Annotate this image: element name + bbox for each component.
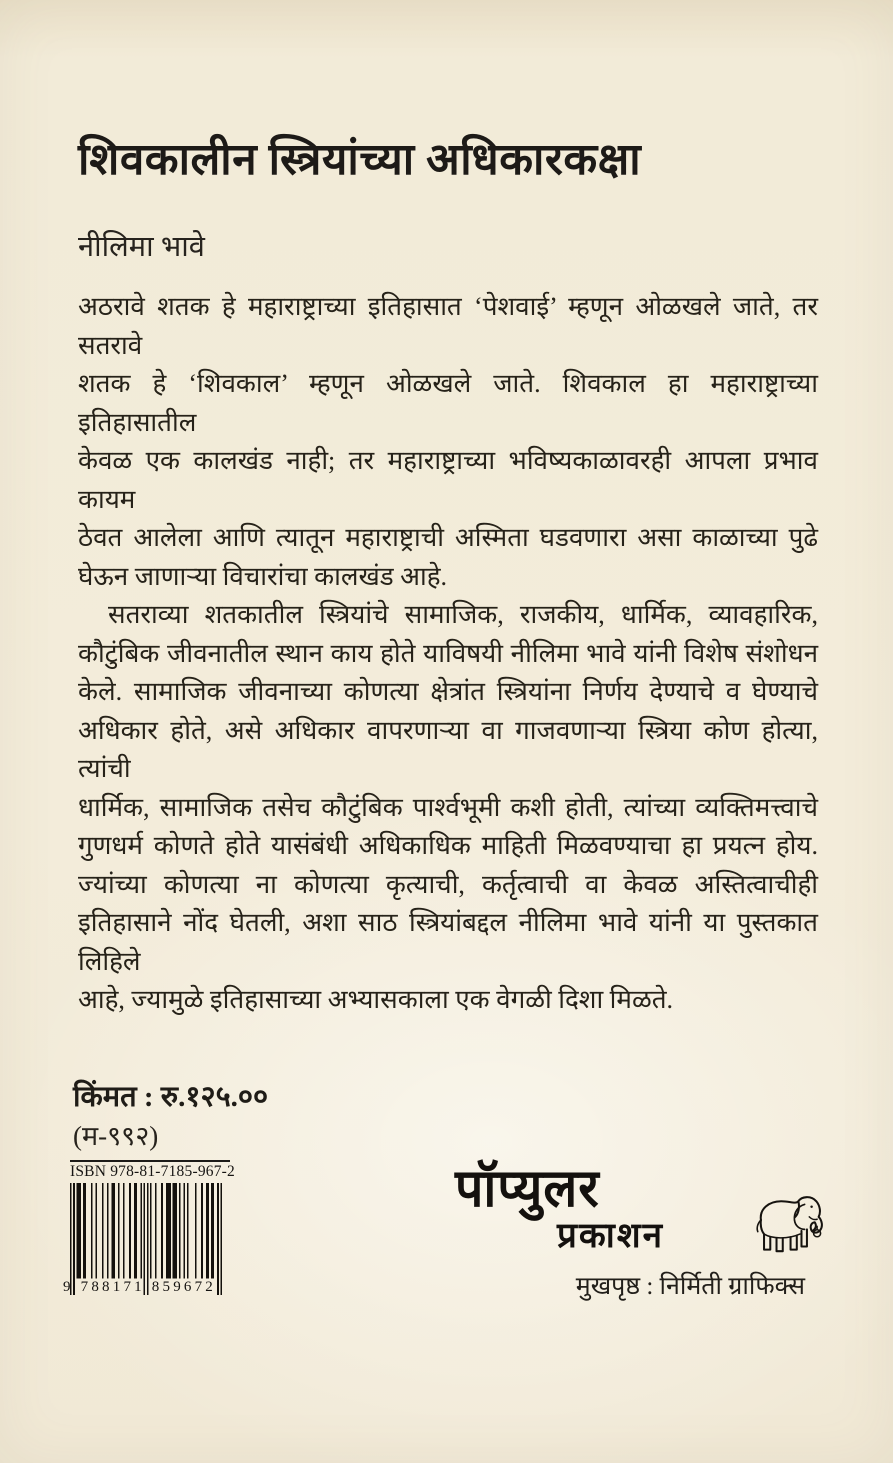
synopsis-line: गुणधर्म कोणते होते यासंबंधी अधिकाधिक माहिती मिळवण्याचा हा प्रयत्न होय. [78,831,818,860]
synopsis-line: ज्यांच्या कोणत्या ना कोणत्या कृत्याची, कर्तृत्वाची वा केवळ अस्तित्वाचीही [78,869,818,899]
isbn-divider-rule [70,1160,230,1162]
isbn-barcode-block [63,1160,235,1296]
synopsis-line: आहे, ज्यामुळे इतिहासाच्या अभ्यासकाला एक वेगळी दिशा मिळते. [78,985,674,1014]
elephant-logo-icon [748,1181,830,1259]
synopsis-line: सतराव्या शतकातील स्त्रियांचे सामाजिक, राजकीय, धार्मिक, व्यावहारिक, [108,600,818,629]
synopsis-line: अधिकार होते, असे अधिकार वापरणाऱ्या वा गाजवणाऱ्या स्त्रिया कोण होत्या, त्यांची [78,715,818,783]
synopsis-line: घेऊन जाणाऱ्या विचारांचा कालखंड आहे. [78,561,448,591]
barcode-digits: 9 788171 859672 [63,1279,216,1295]
synopsis-line: ठेवत आलेला आणि त्यातून महाराष्ट्राची अस्मिता घडवणारा असा काळाच्या पुढे [78,523,818,552]
book-title: शिवकालीन स्त्रियांच्या अधिकारकक्षा [78,135,642,184]
cover-design-credit: मुखपृष्ठ : निर्मिती ग्राफिक्स [575,1273,805,1300]
synopsis-line: धार्मिक, सामाजिक तसेच कौटुंबिक पार्श्वभूमी कशी होती, त्यांच्या व्यक्तिमत्त्वाचे [78,792,818,822]
synopsis-line: अठरावे शतक हे महाराष्ट्राच्या इतिहासात ‘पेशवाई’ म्हणून ओळखले जाते, तर सतरावे [78,292,818,360]
synopsis-line: केवळ एक कालखंड नाही; तर महाराष्ट्राच्या भविष्यकाळावरही आपला प्रभाव कायम [78,446,818,514]
publisher-name-line1: पॉप्युलर [455,1157,600,1219]
publisher-logo-block [455,1157,830,1263]
synopsis-line: इतिहासाने नोंद घेतली, अशा साठ स्त्रियांबद्दल नीलिमा भावे यांनी या पुस्तकात लिहिले [78,908,818,976]
publisher-name-line2: प्रकाशन [557,1216,665,1256]
synopsis-line: शतक हे ‘शिवकाल’ म्हणून ओळखले जाते. शिवकाल हा महाराष्ट्राच्या इतिहासातील [78,369,818,437]
synopsis-line: कौटुंबिक जीवनातील स्थान काय होते याविषयी नीलिमा भावे यांनी विशेष संशोधन [78,638,818,668]
edition-code: (म-९९२) [73,1121,159,1151]
synopsis-line: केले. सामाजिक जीवनाच्या कोणत्या क्षेत्रांत स्त्रियांना निर्णय देण्याचे व घेण्याचे [78,677,818,706]
book-author: नीलिमा भावे [78,231,205,263]
isbn-number: ISBN 978-81-7185-967-2 [70,1163,235,1180]
synopsis-text [78,288,818,1020]
price-label: किंमत : रु.१२५.०० [73,1081,269,1113]
